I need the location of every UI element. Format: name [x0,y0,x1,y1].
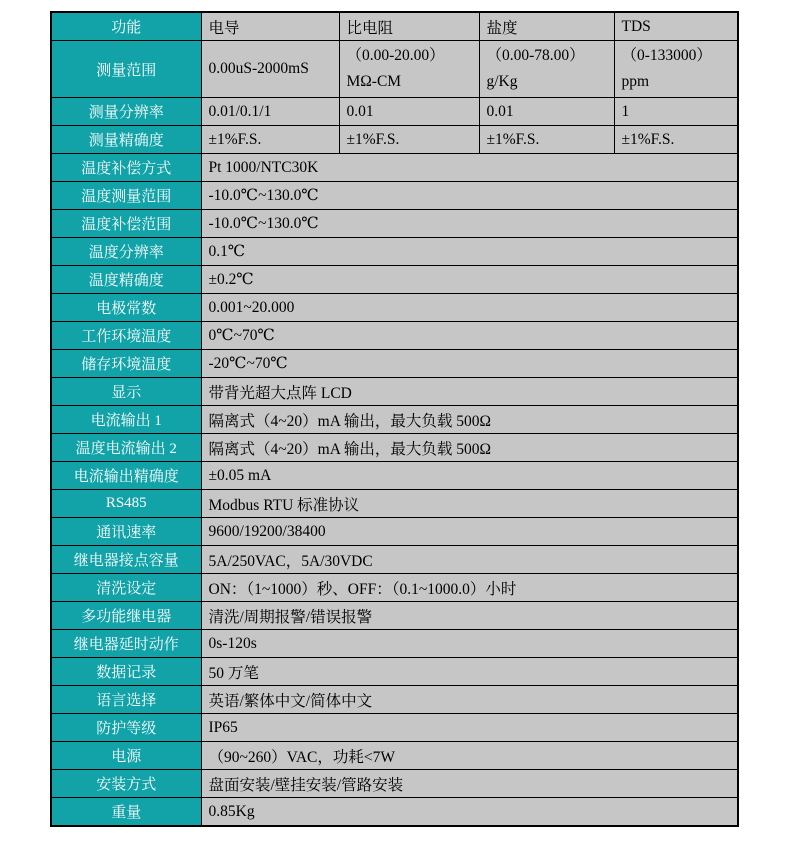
value-cell: 0.1℃ [201,238,738,266]
spec-table [50,11,739,827]
row-label-cell: 安装方式 [51,770,201,798]
column-header-salinity: 盐度 [479,12,614,41]
row-label-cell: 测量分辨率 [51,98,201,126]
row-label-cell: 重量 [51,798,201,827]
row-label-cell: 工作环境温度 [51,322,201,350]
table-row [51,350,738,378]
table-row [51,266,738,294]
table-row [51,462,738,490]
value-cell: 隔离式（4~20）mA 输出，最大负载 500Ω [201,434,738,462]
value-cell: Pt 1000/NTC30K [201,154,738,182]
row-label-cell: 储存环境温度 [51,350,201,378]
value-line: 0.00uS-2000mS [208,60,309,77]
value-cell: -10.0℃~130.0℃ [201,210,738,238]
value-cell [201,41,339,98]
measure-accuracy-row [51,126,738,154]
value-cell: 带背光超大点阵 LCD [201,378,738,406]
table-row [51,322,738,350]
column-header-resistivity: 比电阻 [339,12,479,41]
table-row [51,238,738,266]
table-row [51,714,738,742]
value-cell: -20℃~70℃ [201,350,738,378]
row-label-cell: RS485 [51,490,201,518]
table-row [51,490,738,518]
row-label-cell: 温度测量范围 [51,182,201,210]
value-cell: IP65 [201,714,738,742]
row-label-cell: 温度电流输出 2 [51,434,201,462]
table-row [51,434,738,462]
row-label-cell: 继电器延时动作 [51,630,201,658]
measure-range-row [51,41,738,98]
row-label-cell: 电源 [51,742,201,770]
row-label-cell: 测量精确度 [51,126,201,154]
table-header-row [51,12,738,41]
table-row [51,182,738,210]
row-label-cell: 电流输出精确度 [51,462,201,490]
measure-resolution-row [51,98,738,126]
table-row [51,294,738,322]
row-label-cell: 语言选择 [51,686,201,714]
column-header-conductivity: 电导 [201,12,339,41]
value-cell: ±1%F.S. [201,126,339,154]
table-row [51,686,738,714]
row-label-cell: 温度补偿范围 [51,210,201,238]
row-label-cell: 通讯速率 [51,518,201,546]
table-row [51,742,738,770]
value-cell [339,41,479,98]
value-cell: Modbus RTU 标准协议 [201,490,738,518]
value-cell: ±0.2℃ [201,266,738,294]
value-line: MΩ-CM [346,73,402,90]
table-row [51,406,738,434]
value-cell: 5A/250VAC，5A/30VDC [201,546,738,574]
value-cell: ±0.05 mA [201,462,738,490]
table-row [51,210,738,238]
table-row [51,518,738,546]
table-row [51,602,738,630]
table-row [51,378,738,406]
column-header-tds: TDS [614,12,738,41]
value-cell: 0.01 [479,98,614,126]
value-cell: 0.01/0.1/1 [201,98,339,126]
row-label-cell: 温度分辨率 [51,238,201,266]
table-row [51,658,738,686]
value-line: ppm [621,73,650,90]
row-label-cell: 显示 [51,378,201,406]
row-label-cell: 清洗设定 [51,574,201,602]
value-cell: ON：（1~1000）秒、OFF：（0.1~1000.0）小时 [201,574,738,602]
row-label-cell: 防护等级 [51,714,201,742]
value-cell: 1 [614,98,738,126]
row-label-cell: 电流输出 1 [51,406,201,434]
value-cell: 盘面安装/壁挂安装/管路安装 [201,770,738,798]
value-line: （0.00-20.00） [346,47,445,64]
value-line: （0-133000） [621,47,712,64]
value-cell: 50 万笔 [201,658,738,686]
table-row [51,574,738,602]
row-label-cell: 继电器接点容量 [51,546,201,574]
value-cell: ±1%F.S. [479,126,614,154]
table-row [51,154,738,182]
value-cell: 英语/繁体中文/简体中文 [201,686,738,714]
value-cell [614,41,738,98]
row-label-cell: 温度精确度 [51,266,201,294]
value-cell: -10.0℃~130.0℃ [201,182,738,210]
row-label-cell: 测量范围 [51,41,201,98]
value-cell: 0℃~70℃ [201,322,738,350]
value-cell: 清洗/周期报警/错误报警 [201,602,738,630]
value-cell: ±1%F.S. [339,126,479,154]
table-row [51,546,738,574]
row-label-cell: 温度补偿方式 [51,154,201,182]
value-line: （0.00-78.00） [486,47,585,64]
table-row [51,630,738,658]
value-cell: 0.85Kg [201,798,738,827]
table-row [51,770,738,798]
row-label-cell: 多功能继电器 [51,602,201,630]
row-label-cell: 电极常数 [51,294,201,322]
value-cell: 9600/19200/38400 [201,518,738,546]
value-cell: 0.01 [339,98,479,126]
table-row [51,798,738,827]
value-cell: 0.001~20.000 [201,294,738,322]
value-cell [479,41,614,98]
row-label-cell: 数据记录 [51,658,201,686]
value-cell: 0s-120s [201,630,738,658]
value-line: g/Kg [486,73,518,90]
value-cell: （90~260）VAC，功耗<7W [201,742,738,770]
value-cell: 隔离式（4~20）mA 输出，最大负载 500Ω [201,406,738,434]
value-cell: ±1%F.S. [614,126,738,154]
header-label-cell: 功能 [51,12,201,41]
